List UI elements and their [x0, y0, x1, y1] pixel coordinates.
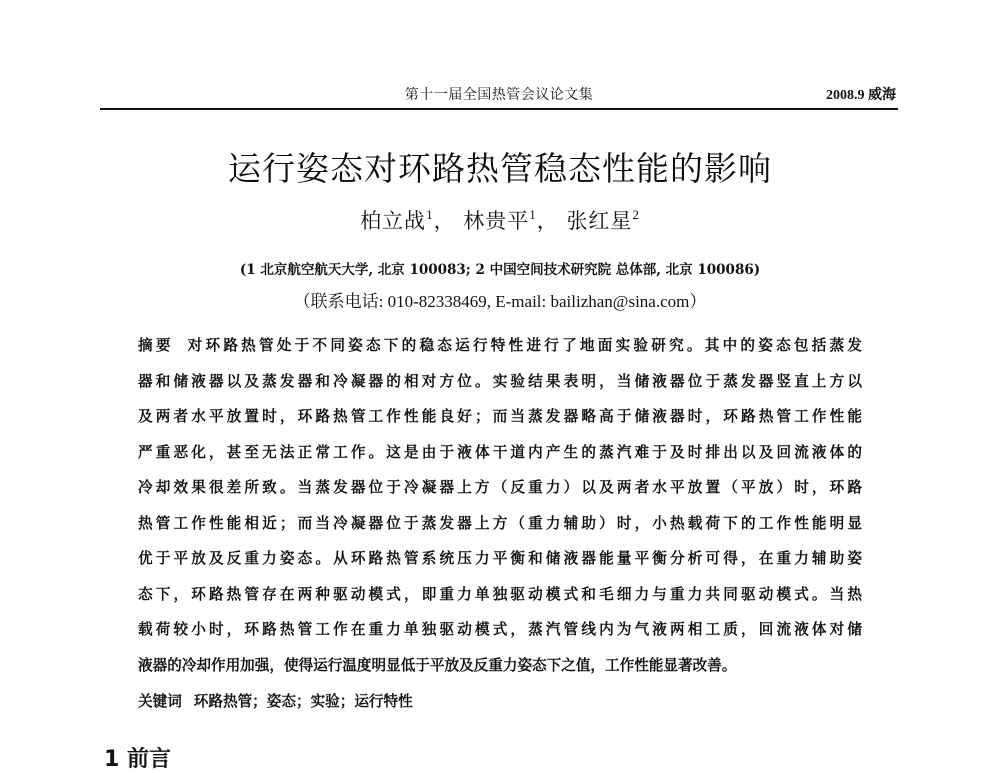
abstract-line: [138, 328, 862, 364]
running-header: [100, 80, 898, 110]
affiliation-mark: 2: [632, 207, 640, 222]
abstract-line: 冷却效果很差所致。当蒸发器位于冷凝器上方（反重力）以及两者水平放置（平放）时，环路: [138, 479, 862, 496]
section-heading: 1 前言: [104, 747, 171, 772]
keywords-label: 关键词: [138, 693, 182, 710]
date-place: 2008.9 威海: [826, 88, 896, 103]
keywords: [138, 690, 413, 711]
affiliation-mark: 1: [529, 207, 537, 222]
affiliations: (1 北京航空航天大学, 北京 100083; 2 中国空间技术研究院 总体部, 北京 100086): [239, 262, 761, 278]
abstract-line: 器和储液器以及蒸发器和冷凝器的相对方位。实验结果表明，当储液器位于蒸发器竖直上方以: [138, 372, 862, 390]
author-separator: ，: [433, 209, 456, 233]
author-name: 张红星: [566, 209, 633, 233]
abstract-line: 载荷较小时，环路热管工作在重力单独驱动模式，蒸汽管线内为气液两相工质，回流液体对储: [138, 621, 862, 638]
author-name: 林贵平: [463, 209, 530, 233]
abstract-line: 严重恶化，甚至无法正常工作。这是由于液体干道内产生的蒸汽难于及时排出以及回流液体的: [138, 443, 862, 461]
abstract-label: 摘要: [138, 337, 174, 354]
author-list: [0, 205, 1000, 235]
author-name: 柏立战: [360, 209, 427, 233]
contact-info: （联系电话: 010-82338469, E-mail: bailizhan@sina.com）: [293, 292, 707, 311]
proceedings-title: 第十一届全国热管会议论文集: [404, 87, 594, 103]
author-separator: ，: [536, 209, 559, 233]
abstract-line: 液器的冷却作用加强，使得运行温度明显低于平放及反重力姿态下之值，工作性能显著改善。: [138, 656, 737, 674]
abstract-text: 对环路热管处于不同姿态下的稳态运行特性进行了地面实验研究。其中的姿态包括蒸发: [187, 337, 862, 354]
abstract-line: 优于平放及反重力姿态。从环路热管系统压力平衡和储液器能量平衡分析可得，在重力辅助姿: [138, 550, 862, 567]
abstract: [138, 328, 862, 683]
paper-title: 运行姿态对环路热管稳态性能的影响: [228, 149, 772, 188]
abstract-line: 及两者水平放置时，环路热管工作性能良好；而当蒸发器略高于储液器时，环路热管工作性能: [138, 408, 862, 425]
affiliation-mark: 1: [426, 207, 434, 222]
keywords-text: 环路热管；姿态；实验；运行特性: [193, 693, 413, 710]
abstract-line: 热管工作性能相近；而当冷凝器位于蒸发器上方（重力辅助）时，小热载荷下的工作性能明显: [138, 514, 862, 532]
abstract-line: 态下，环路热管存在两种驱动模式，即重力单独驱动模式和毛细力与重力共同驱动模式。当热: [138, 585, 862, 603]
